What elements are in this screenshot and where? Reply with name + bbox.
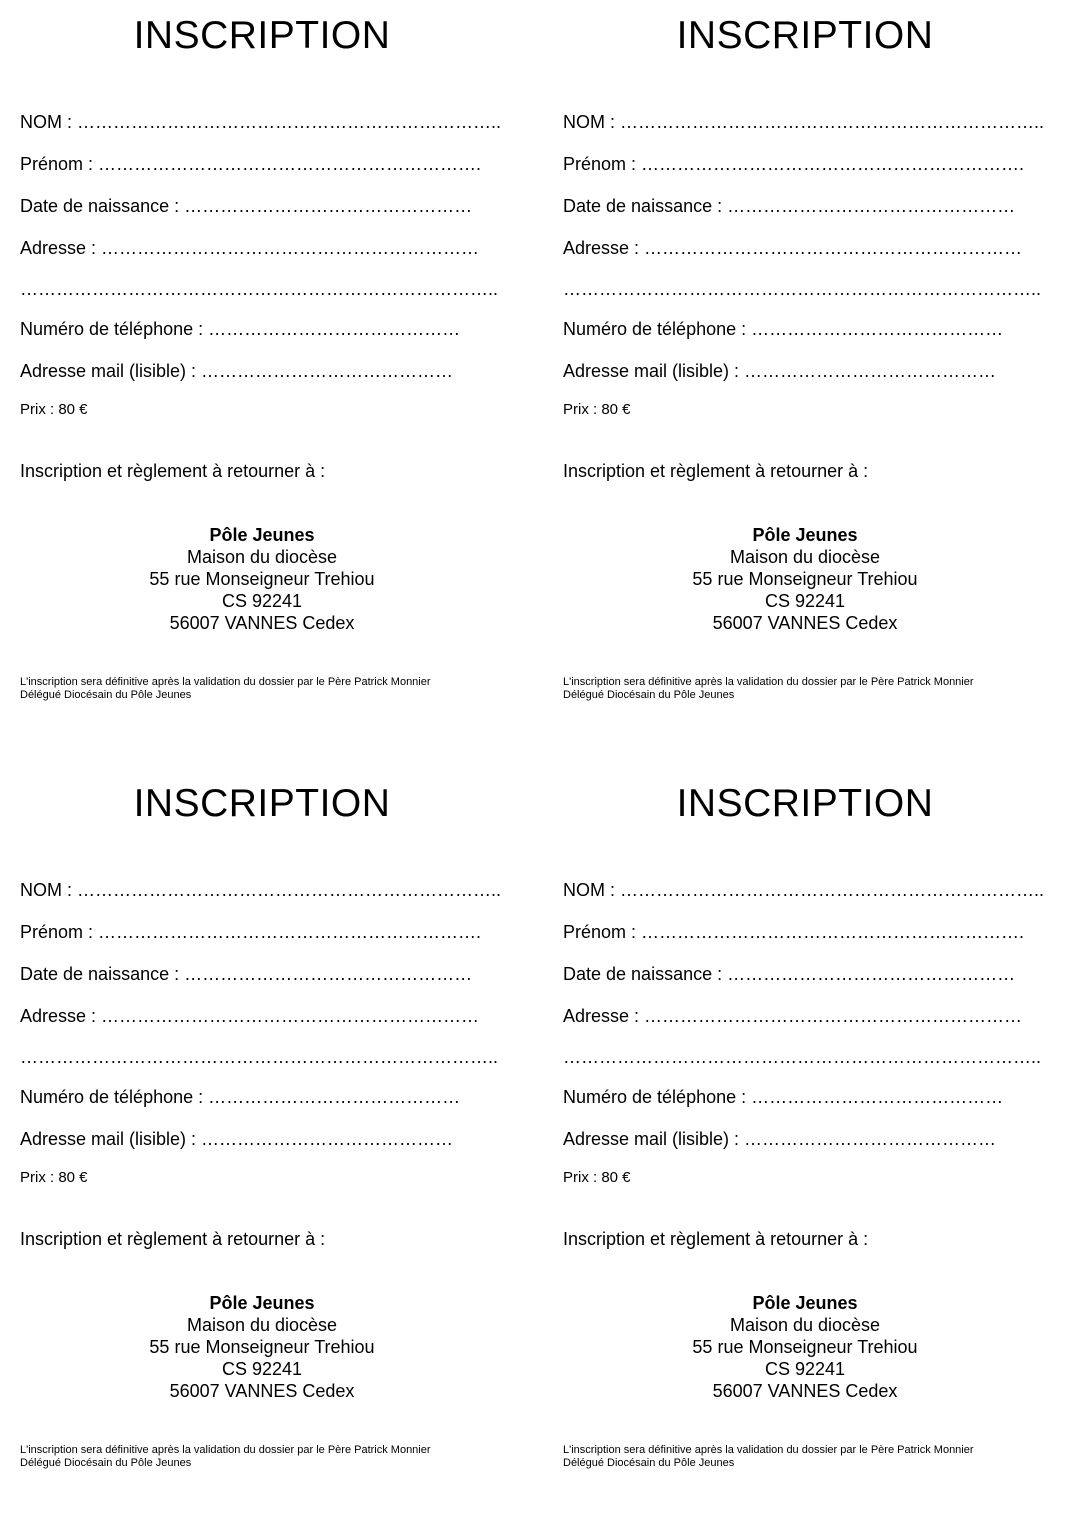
footnote-line: L'inscription sera définitive après la validation du dossier par le Père Patrick Monnier [563,1444,974,1456]
adresse-field: Adresse : ……………………………………………………… [20,238,480,258]
telephone-field: Numéro de téléphone : …………………………………… [20,319,461,339]
address-line: CS 92241 [764,591,846,611]
prenom-field: Prénom : ………………………………………………………. [20,154,482,174]
adresse-continuation-field: …………………………………………………………………….. [563,1047,1042,1067]
form-title: INSCRIPTION [676,782,934,825]
address-line: CS 92241 [221,1359,303,1379]
date-naissance-field: Date de naissance : ………………………………………… [20,964,473,984]
price-label: Prix : 80 € [20,1169,88,1186]
form-title: INSCRIPTION [676,14,934,57]
inscription-form-bottom-right [563,768,1083,1508]
mailing-address [20,1292,504,1402]
return-instruction: Inscription et règlement à retourner à : [563,1229,869,1249]
nom-field: NOM : …………………………………………………………….. [20,112,501,132]
address-line: CS 92241 [764,1359,846,1379]
footnote-line: Délégué Diocésain du Pôle Jeunes [563,1457,735,1469]
address-line: Maison du diocèse [729,547,881,567]
footnote-line: Délégué Diocésain du Pôle Jeunes [563,689,735,701]
prenom-field: Prénom : ………………………………………………………. [20,922,482,942]
adresse-field: Adresse : ……………………………………………………… [563,238,1023,258]
footnote [20,1444,431,1470]
return-instruction: Inscription et règlement à retourner à : [20,461,326,481]
date-naissance-field: Date de naissance : ………………………………………… [20,196,473,216]
address-line: 56007 VANNES Cedex [712,613,898,633]
address-line: 55 rue Monseigneur Trehiou [692,569,918,589]
address-line: 56007 VANNES Cedex [169,613,355,633]
footnote [20,676,431,702]
address-line: 56007 VANNES Cedex [712,1381,898,1401]
address-line: Maison du diocèse [729,1315,881,1335]
form-title: INSCRIPTION [133,14,391,57]
email-field: Adresse mail (lisible) : …………………………………… [563,361,997,381]
price-label: Prix : 80 € [20,401,88,418]
inscription-form-top-left [20,0,540,740]
adresse-continuation-field: …………………………………………………………………….. [20,279,499,299]
nom-field: NOM : …………………………………………………………….. [20,880,501,900]
address-line: 56007 VANNES Cedex [169,1381,355,1401]
prenom-field: Prénom : ………………………………………………………. [563,154,1025,174]
form-title: INSCRIPTION [133,782,391,825]
prenom-field: Prénom : ………………………………………………………. [563,922,1025,942]
footnote [563,676,974,702]
price-label: Prix : 80 € [563,401,631,418]
address-organization: Pôle Jeunes [752,1293,858,1313]
address-organization: Pôle Jeunes [752,525,858,545]
mailing-address [20,524,504,634]
email-field: Adresse mail (lisible) : …………………………………… [20,1129,454,1149]
address-line: 55 rue Monseigneur Trehiou [149,1337,375,1357]
mailing-address [563,1292,1047,1402]
footnote [563,1444,974,1470]
adresse-field: Adresse : ……………………………………………………… [20,1006,480,1026]
adresse-continuation-field: …………………………………………………………………….. [20,1047,499,1067]
date-naissance-field: Date de naissance : ………………………………………… [563,196,1016,216]
inscription-form-bottom-left [20,768,540,1508]
telephone-field: Numéro de téléphone : …………………………………… [20,1087,461,1107]
footnote-line: L'inscription sera définitive après la validation du dossier par le Père Patrick Monnier [20,676,431,688]
footnote-line: L'inscription sera définitive après la validation du dossier par le Père Patrick Monnier [563,676,974,688]
mailing-address [563,524,1047,634]
inscription-form-top-right [563,0,1083,740]
address-line: CS 92241 [221,591,303,611]
address-organization: Pôle Jeunes [209,525,315,545]
address-line: Maison du diocèse [186,1315,338,1335]
price-label: Prix : 80 € [563,1169,631,1186]
nom-field: NOM : …………………………………………………………….. [563,112,1044,132]
address-line: Maison du diocèse [186,547,338,567]
footnote-line: Délégué Diocésain du Pôle Jeunes [20,1457,192,1469]
return-instruction: Inscription et règlement à retourner à : [563,461,869,481]
address-line: 55 rue Monseigneur Trehiou [692,1337,918,1357]
telephone-field: Numéro de téléphone : …………………………………… [563,1087,1004,1107]
footnote-line: L'inscription sera définitive après la validation du dossier par le Père Patrick Monnier [20,1444,431,1456]
adresse-continuation-field: …………………………………………………………………….. [563,279,1042,299]
telephone-field: Numéro de téléphone : …………………………………… [563,319,1004,339]
return-instruction: Inscription et règlement à retourner à : [20,1229,326,1249]
email-field: Adresse mail (lisible) : …………………………………… [20,361,454,381]
address-line: 55 rue Monseigneur Trehiou [149,569,375,589]
address-organization: Pôle Jeunes [209,1293,315,1313]
adresse-field: Adresse : ……………………………………………………… [563,1006,1023,1026]
nom-field: NOM : …………………………………………………………….. [563,880,1044,900]
date-naissance-field: Date de naissance : ………………………………………… [563,964,1016,984]
footnote-line: Délégué Diocésain du Pôle Jeunes [20,689,192,701]
email-field: Adresse mail (lisible) : …………………………………… [563,1129,997,1149]
